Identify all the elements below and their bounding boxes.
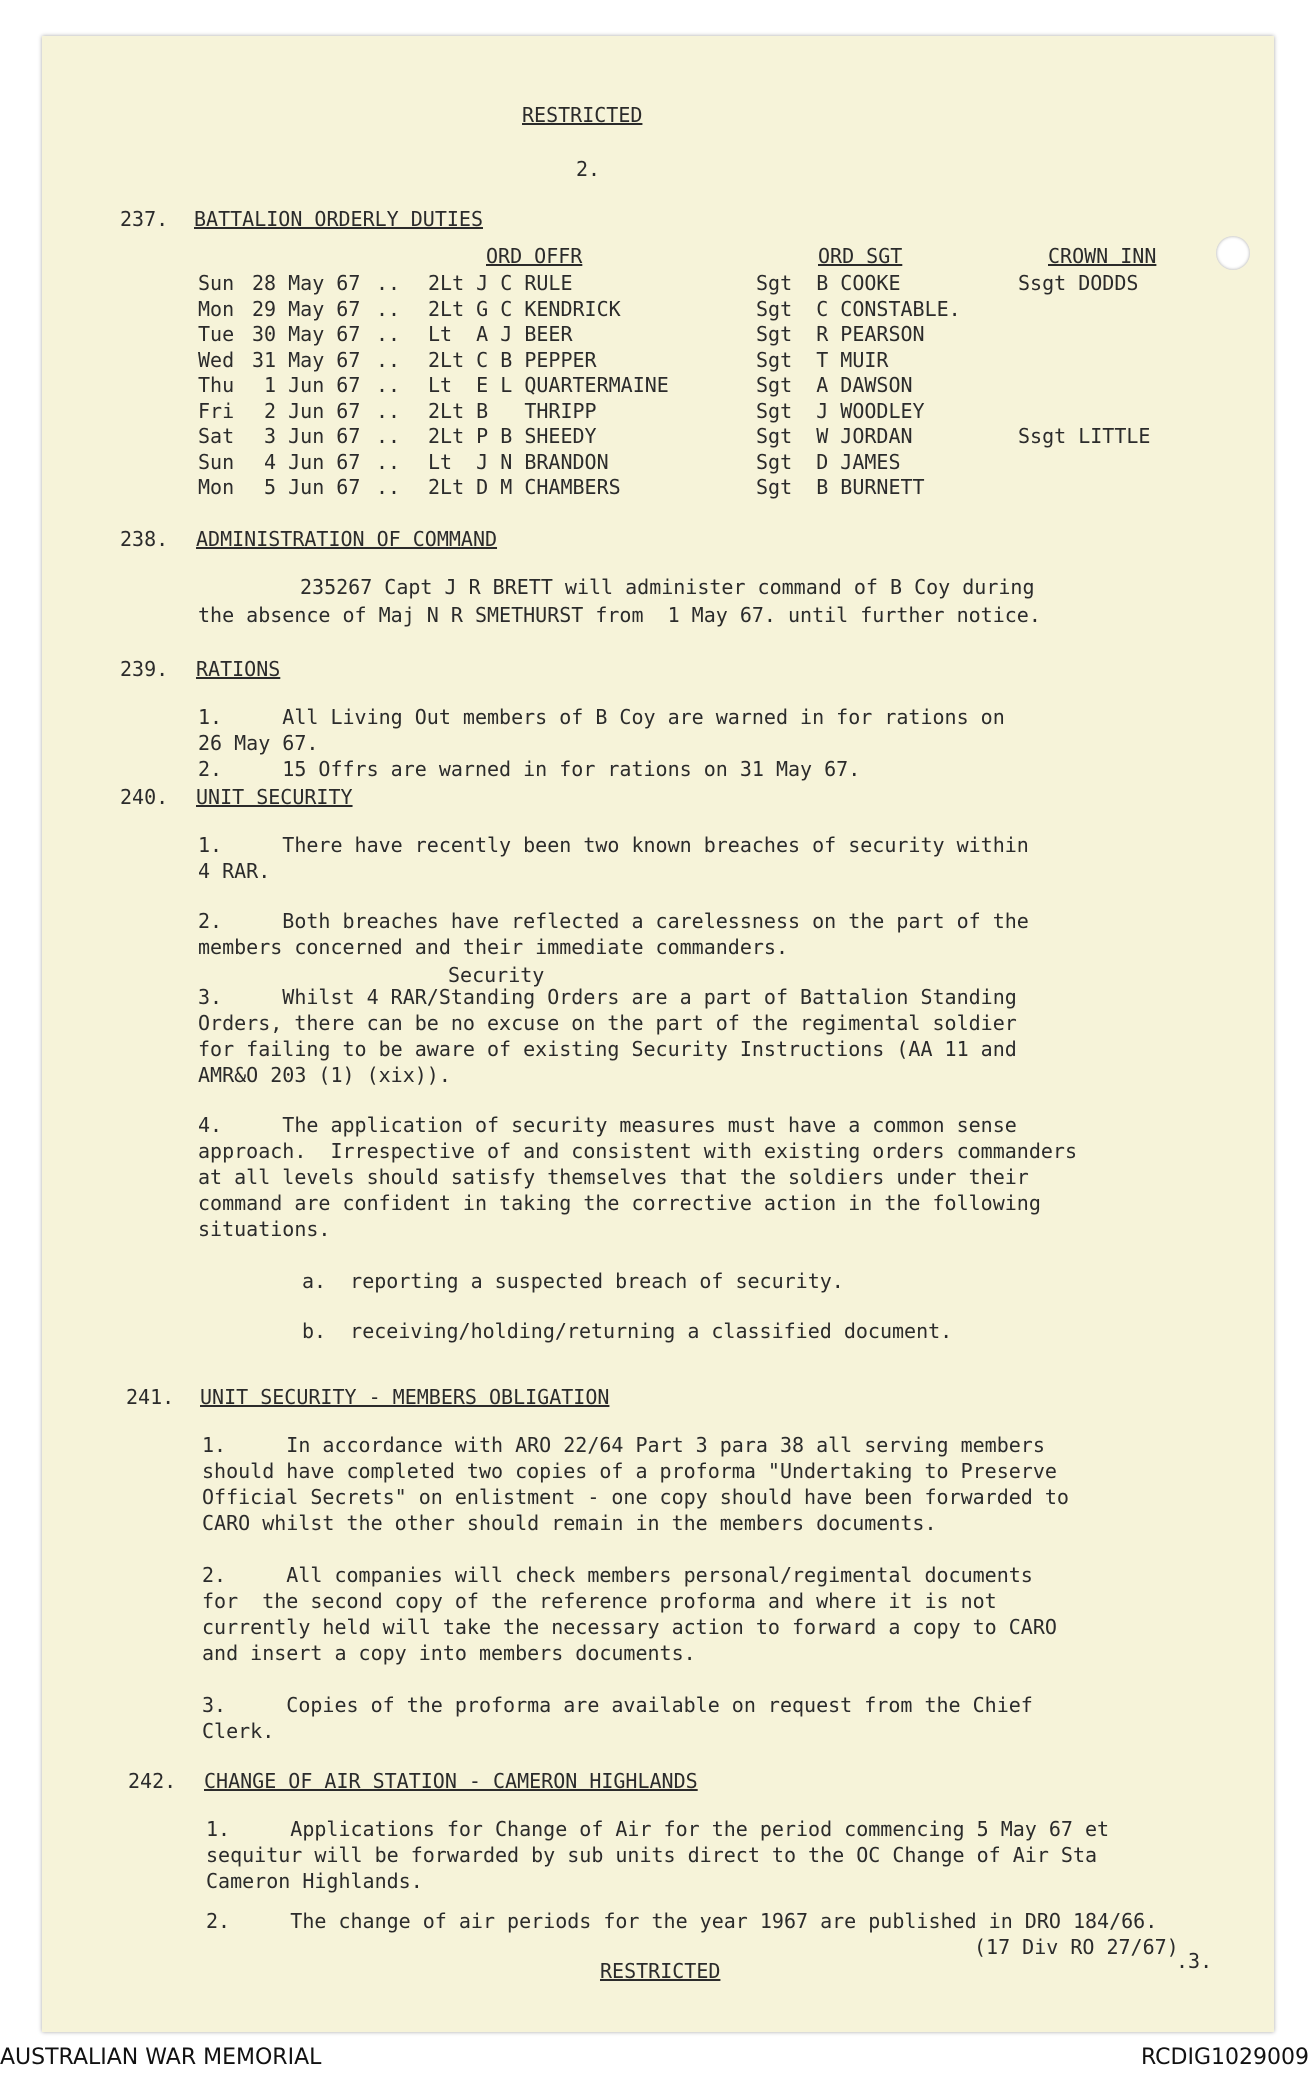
duty-sergeant: Sgt A DAWSON [756,373,913,397]
duty-officer: 2Lt J C RULE [428,271,573,295]
duty-day: Mon [198,297,235,321]
duty-officer: Lt A J BEER [428,322,573,346]
paragraph-line: Official Secrets" on enlistment - one copy should have been forwarded to [202,1485,1069,1509]
duty-sergeant: Sgt R PEARSON [756,322,925,346]
item-number: 239. [120,657,169,681]
column-header-ord-offr: ORD OFFR [486,244,583,268]
column-header-crown-inn: CROWN INN [1048,244,1157,268]
duty-date: 3 Jun 67 [252,424,361,448]
leader-dots: .. [376,322,401,346]
item-number: 240. [120,785,169,809]
section-title: BATTALION ORDERLY DUTIES [194,207,483,231]
archive-credit: AUSTRALIAN WAR MEMORIAL [0,2045,322,2070]
item-number: 237. [120,207,169,231]
duty-date: 28 May 67 [252,271,361,295]
item-number: 242. [128,1769,177,1793]
duty-officer: 2Lt D M CHAMBERS [428,475,621,499]
paragraph-line: AMR&O 203 (1) (xix)). [198,1063,451,1087]
section-title: UNIT SECURITY [196,785,353,809]
duty-sergeant: Sgt B COOKE [756,271,901,295]
duty-day: Mon [198,475,235,499]
duty-day: Wed [198,348,235,372]
duty-officer: 2Lt P B SHEEDY [428,424,597,448]
duty-date: 29 May 67 [252,297,361,321]
duty-day: Fri [198,399,235,423]
paragraph-line: 1. In accordance with ARO 22/64 Part 3 para 38 all serving members [202,1433,1045,1457]
section-title: UNIT SECURITY - MEMBERS OBLIGATION [200,1385,610,1409]
item-number: 241. [126,1385,175,1409]
paragraph-line: 2. Both breaches have reflected a carelessness on the part of the [198,909,1029,933]
duty-date: 31 May 67 [252,348,361,372]
classification-footer: RESTRICTED [600,1959,721,1983]
leader-dots: .. [376,424,401,448]
paragraph-line: at all levels should satisfy themselves that the soldiers under their [198,1165,1029,1189]
duty-sergeant: Sgt W JORDAN [756,424,913,448]
duty-sergeant: Sgt C CONSTABLE. [756,297,961,321]
duty-day: Thu [198,373,235,397]
paragraph-line: 3. Copies of the proforma are available on request from the Chief [202,1693,1033,1717]
leader-dots: .. [376,348,401,372]
duty-day: Sun [198,450,235,474]
paragraph-line: should have completed two copies of a proforma "Undertaking to Preserve [202,1459,1057,1483]
paragraph-line: 1. All Living Out members of B Coy are warned in for rations on [198,705,1005,729]
paragraph-line: members concerned and their immediate commanders. [198,935,789,959]
duty-officer: Lt J N BRANDON [428,450,609,474]
duty-crown-inn: Ssgt LITTLE [1018,424,1151,448]
next-page-marker: .3. [1176,1949,1213,1973]
duty-date: 4 Jun 67 [252,450,361,474]
section-title: RATIONS [196,657,281,681]
duty-day: Tue [198,322,235,346]
paragraph-line: 3. Whilst 4 RAR/Standing Orders are a part of Battalion Standing [198,985,1017,1009]
paragraph-line: 4. The application of security measures must have a common sense [198,1113,1017,1137]
paragraph-line: the absence of Maj N R SMETHURST from 1 May 67. until further notice. [198,603,1041,627]
duty-sergeant: Sgt D JAMES [756,450,901,474]
column-header-ord-sgt: ORD SGT [818,244,903,268]
paragraph-line: 235267 Capt J R BRETT will administer command of B Coy during [300,575,1035,599]
duty-date: 5 Jun 67 [252,475,361,499]
leader-dots: .. [376,373,401,397]
paragraph-line: for the second copy of the reference proforma and where it is not [202,1589,997,1613]
paragraph-line: currently held will take the necessary action to forward a copy to CARO [202,1615,1057,1639]
page-number: 2. [576,157,601,181]
classification-header: RESTRICTED [522,103,643,127]
duty-sergeant: Sgt B BURNETT [756,475,925,499]
sub-paragraph: b. receiving/holding/returning a classified document. [302,1319,953,1343]
duty-crown-inn: Ssgt DODDS [1018,271,1139,295]
sub-paragraph: a. reporting a suspected breach of security. [302,1269,844,1293]
handwritten-insert: Security [448,963,545,987]
duty-officer: 2Lt G C KENDRICK [428,297,621,321]
paragraph-line: approach. Irrespective of and consistent with existing orders commanders [198,1139,1077,1163]
leader-dots: .. [376,475,401,499]
duty-day: Sun [198,271,235,295]
paragraph-line: command are confident in taking the corrective action in the following [198,1191,1041,1215]
duty-date: 30 May 67 [252,322,361,346]
archive-reference: RCDIG1029009 [1140,2045,1309,2070]
paragraph-line: 2. All companies will check members personal/regimental documents [202,1563,1033,1587]
leader-dots: .. [376,297,401,321]
paragraph-line: 26 May 67. [198,731,319,755]
paragraph-line: and insert a copy into members documents. [202,1641,696,1665]
section-title: CHANGE OF AIR STATION - CAMERON HIGHLANDS [204,1769,698,1793]
punch-hole [1216,236,1250,270]
paragraph-line: 1. Applications for Change of Air for the period commencing 5 May 67 et [206,1817,1110,1841]
paragraph-line: for failing to be aware of existing Security Instructions (AA 11 and [198,1037,1017,1061]
duty-officer: 2Lt C B PEPPER [428,348,597,372]
paragraph-line: 4 RAR. [198,859,271,883]
leader-dots: .. [376,399,401,423]
paragraph-line: Orders, there can be no excuse on the part of the regimental soldier [198,1011,1017,1035]
paragraph-line: sequitur will be forwarded by sub units direct to the OC Change of Air Sta [206,1843,1098,1867]
paragraph-line: 1. There have recently been two known breaches of security within [198,833,1029,857]
item-number: 238. [120,527,169,551]
duty-officer: Lt E L QUARTERMAINE [428,373,669,397]
leader-dots: .. [376,450,401,474]
duty-sergeant: Sgt J WOODLEY [756,399,925,423]
duty-officer: 2Lt B THRIPP [428,399,597,423]
paragraph-line: Cameron Highlands. [206,1869,423,1893]
leader-dots: .. [376,271,401,295]
paragraph-line: Clerk. [202,1719,275,1743]
paragraph-line: 2. 15 Offrs are warned in for rations on 31 May 67. [198,757,861,781]
duty-sergeant: Sgt T MUIR [756,348,889,372]
duty-date: 1 Jun 67 [252,373,361,397]
paragraph-line: 2. The change of air periods for the year 1967 are published in DRO 184/66. [206,1909,1158,1933]
section-title: ADMINISTRATION OF COMMAND [196,527,498,551]
paragraph-line: CARO whilst the other should remain in the members documents. [202,1511,937,1535]
paragraph-line: situations. [198,1217,331,1241]
duty-day: Sat [198,424,235,448]
paragraph-line: (17 Div RO 27/67) [974,1935,1179,1959]
duty-date: 2 Jun 67 [252,399,361,423]
